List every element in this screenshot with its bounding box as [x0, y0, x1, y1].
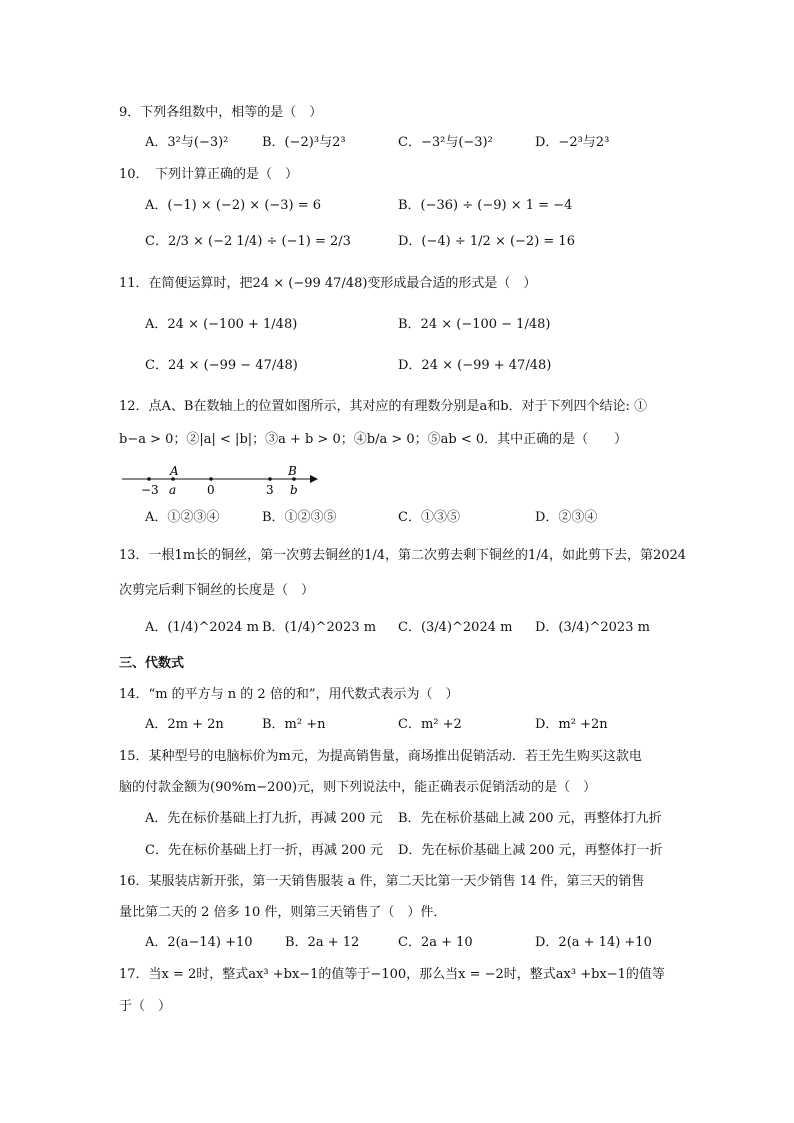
number-line-arrow [310, 475, 318, 483]
label-0: 0 [207, 483, 215, 497]
q16-option-a[interactable]: A．2(a−14) +10 [145, 935, 253, 950]
question-16-stem-line1: 16．某服装店新开张，第一天销售服装 a 件，第二天比第一天少销售 14 件，第三天的销售 [119, 874, 645, 889]
label-neg3: −3 [141, 483, 159, 497]
q10-option-b[interactable]: B．(−36) ÷ (−9) × 1 = −4 [398, 198, 573, 213]
q15-option-a[interactable]: A．先在标价基础上打九折，再减 200 元 [145, 811, 383, 826]
q16-option-d[interactable]: D．2(a + 14) +10 [535, 935, 652, 950]
q15-option-b[interactable]: B．先在标价基础上减 200 元，再整体打九折 [398, 811, 662, 826]
point-neg3 [147, 477, 151, 481]
label-3: 3 [266, 483, 274, 497]
q9-option-a[interactable]: A．3²与(−3)² [145, 135, 229, 150]
question-16-stem-line2: 量比第二天的 2 倍多 10 件，则第三天销售了（ ）件． [119, 905, 447, 920]
number-line-figure [118, 462, 328, 502]
q10-option-c[interactable]: C．2/3 × (−2 1/4) ÷ (−1) = 2/3 [145, 234, 351, 249]
q12-option-d[interactable]: D．②③④ [535, 510, 598, 525]
question-12-stem-line2: b−a > 0；②|a| < |b|；③a + b > 0；④b/a > 0；⑤ab < 0．其中正确的是（ ） [119, 432, 628, 447]
label-B: B [288, 464, 297, 478]
q15-option-d[interactable]: D．先在标价基础上减 200 元，再整体打一折 [398, 843, 663, 858]
question-15-stem-line1: 15．某种型号的电脑标价为m元，为提高销售量，商场推出促销活动．若王先生购买这款电 [119, 749, 642, 764]
point-0 [209, 477, 213, 481]
question-11-stem: 11．在简便运算时，把24 × (−99 47/48)变形成最合适的形式是（ ） [119, 276, 537, 291]
q11-option-d[interactable]: D．24 × (−99 + 47/48) [398, 358, 552, 373]
label-b: b [290, 483, 298, 497]
q13-option-c[interactable]: C．(3/4)^2024 m [398, 620, 513, 635]
q11-option-c[interactable]: C．24 × (−99 − 47/48) [145, 358, 298, 373]
section-title: 三、代数式 [119, 656, 185, 671]
q11-option-a[interactable]: A．24 × (−100 + 1/48) [145, 317, 298, 332]
q10-option-a[interactable]: A．(−1) × (−2) × (−3) = 6 [145, 198, 322, 213]
q12-option-a[interactable]: A．①②③④ [145, 510, 220, 525]
q12-option-b[interactable]: B．①②③⑤ [262, 510, 337, 525]
q15-option-c[interactable]: C．先在标价基础上打一折，再减 200 元 [145, 843, 384, 858]
q14-option-c[interactable]: C．m² +2 [398, 717, 462, 732]
q14-option-d[interactable]: D．m² +2n [535, 717, 608, 732]
q9-option-c[interactable]: C．−3²与(−3)² [398, 135, 493, 150]
label-A: A [170, 464, 179, 478]
q16-option-b[interactable]: B．2a + 12 [285, 935, 360, 950]
q9-option-b[interactable]: B．(−2)³与2³ [262, 135, 346, 150]
question-13-stem-line1: 13．一根1m长的铜丝，第一次剪去铜丝的1/4，第二次剪去剩下铜丝的1/4，如此剪下去，第2024 [119, 548, 687, 563]
question-17-stem-line2: 于（ ） [119, 999, 172, 1014]
q12-option-c[interactable]: C．①③⑤ [398, 510, 460, 525]
q13-option-a[interactable]: A．(1/4)^2024 m [145, 620, 259, 635]
q13-option-b[interactable]: B．(1/4)^2023 m [262, 620, 377, 635]
q16-option-c[interactable]: C．2a + 10 [398, 935, 473, 950]
question-12-stem-line1: 12．点A、B在数轴上的位置如图所示，其对应的有理数分别是a和b．对于下列四个结论: ① [119, 399, 648, 414]
question-10-stem: 10． 下列计算正确的是（ ） [119, 167, 299, 182]
question-17-stem-line1: 17．当x = 2时，整式ax³ +bx−1的值等于−100，那么当x = −2时，整式ax³ +bx−1的值等 [119, 967, 665, 982]
q14-option-b[interactable]: B．m² +n [262, 717, 326, 732]
point-3 [268, 477, 272, 481]
question-13-stem-line2: 次剪完后剩下铜丝的长度是（ ） [119, 583, 315, 598]
q10-option-d[interactable]: D．(−4) ÷ 1/2 × (−2) = 16 [398, 234, 575, 249]
q11-option-b[interactable]: B．24 × (−100 − 1/48) [398, 317, 551, 332]
q14-option-a[interactable]: A．2m + 2n [145, 717, 224, 732]
question-14-stem: 14．“m 的平方与 n 的 2 倍的和”，用代数式表示为（ ） [119, 687, 459, 702]
question-15-stem-line2: 脑的付款金额为(90%m−200)元，则下列说法中，能正确表示促销活动的是（ ） [119, 780, 597, 795]
q9-option-d[interactable]: D．−2³与2³ [535, 135, 610, 150]
question-9-stem: 9．下列各组数中，相等的是（ ） [119, 105, 323, 120]
label-a: a [169, 483, 177, 497]
q13-option-d[interactable]: D．(3/4)^2023 m [535, 620, 650, 635]
